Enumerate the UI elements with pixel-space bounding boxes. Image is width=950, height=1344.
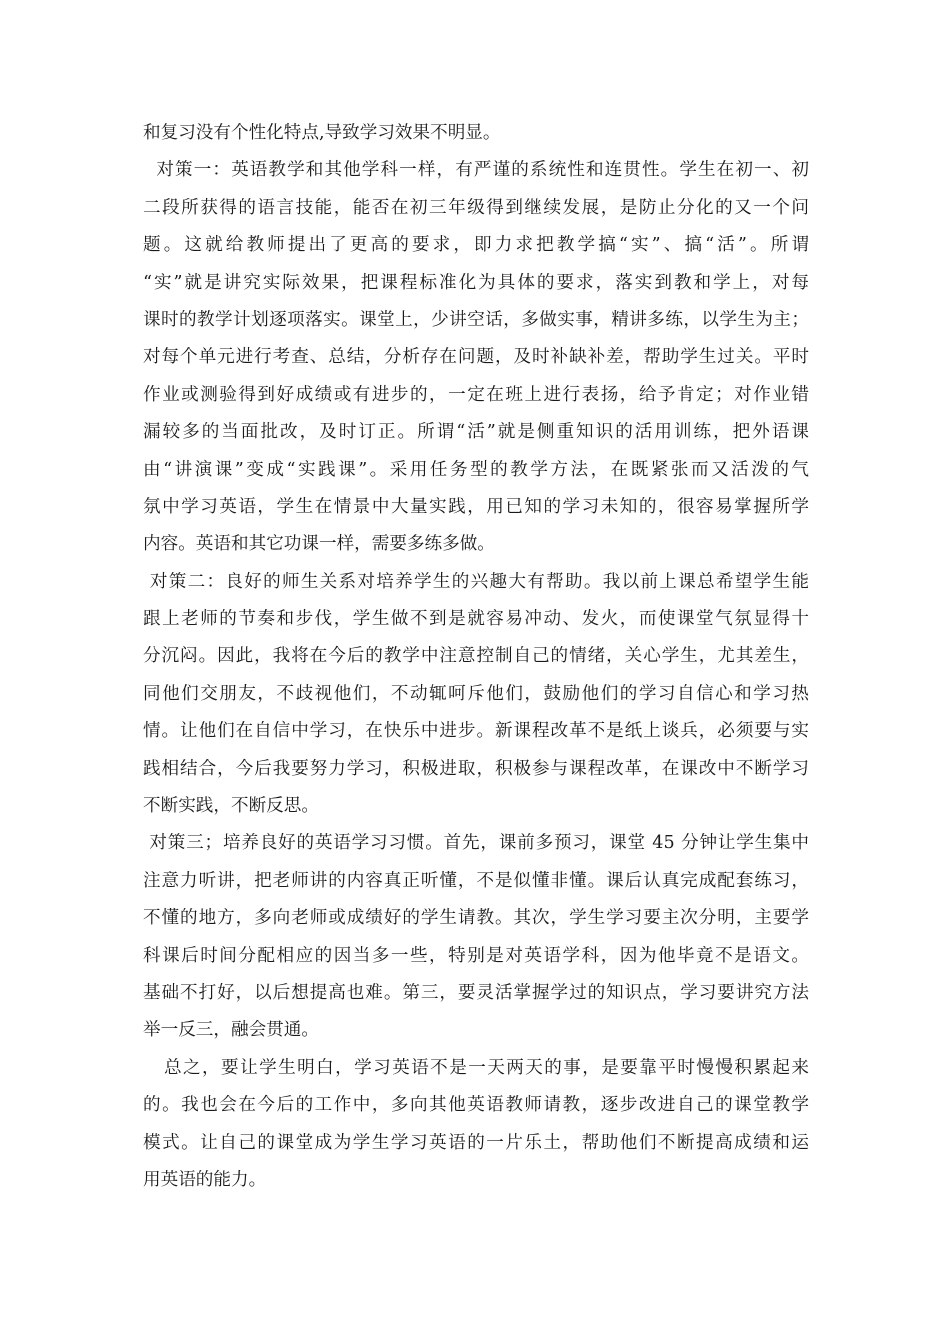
text-line: 举一反三，融会贯通。 [143, 1020, 319, 1041]
text-line: “实”就是讲究实际效果，把课程标准化为具体的要求，落实到教和学上，对每 [143, 272, 809, 293]
text-line: 作业或测验得到好成绩或有进步的，一定在班上进行表扬，给予肯定；对作业错 [143, 384, 809, 405]
text-line: 对策二：良好的师生关系对培养学生的兴趣大有帮助。我以前上课总希望学生能 [143, 571, 809, 592]
text-line: 由“讲演课”变成“实践课”。采用任务型的教学方法，在既紧张而又活泼的气 [143, 459, 809, 480]
paragraph-conclusion [143, 1050, 809, 1200]
text-line: 氛中学习英语，学生在情景中大量实践，用已知的学习未知的，很容易掌握所学 [143, 496, 809, 517]
paragraph-strategy-1 [143, 152, 809, 563]
text-line: 对每个单元进行考查、总结，分析存在问题，及时补缺补差，帮助学生过关。平时 [143, 347, 809, 368]
text-line: 对策一：英语教学和其他学科一样，有严谨的系统性和连贯性。学生在初一、初 [143, 160, 809, 181]
text-line: 同他们交朋友，不歧视他们，不动辄呵斥他们，鼓励他们的学习自信心和学习热 [143, 683, 809, 704]
text-line: 基础不打好，以后想提高也难。第三，要灵活掌握学过的知识点，学习要讲究方法 [143, 982, 809, 1003]
text-line: 对策三；培养良好的英语学习习惯。首先，课前多预习，课堂 45 分钟让学生集中 [143, 833, 809, 854]
text-line: 分沉闷。因此，我将在今后的教学中注意控制自己的情绪，关心学生，尤其差生， [143, 646, 809, 667]
text-line: 二段所获得的语言技能，能否在初三年级得到继续发展，是防止分化的又一个问 [143, 197, 809, 218]
text-line: 和复习没有个性化特点,导致学习效果不明显。 [143, 123, 501, 143]
paragraph-intro-tail [143, 115, 809, 152]
text-line: 践相结合，今后我要努力学习，积极进取，积极参与课程改革，在课改中不断学习 [143, 758, 809, 779]
text-line: 跟上老师的节奏和步伐，学生做不到是就容易冲动、发火，而使课堂气氛显得十 [143, 609, 809, 630]
text-line: 内容。英语和其它功课一样，需要多练多做。 [143, 534, 495, 555]
paragraph-strategy-2 [143, 564, 809, 826]
text-line: 漏较多的当面批改，及时订正。所谓“活”就是侧重知识的活用训练，把外语课 [143, 422, 809, 443]
text-line: 情。让他们在自信中学习，在快乐中进步。新课程改革不是纸上谈兵，必须要与实 [143, 721, 809, 742]
text-line: 的。我也会在今后的工作中，多向其他英语教师请教，逐步改进自己的课堂教学 [143, 1095, 809, 1116]
paragraph-strategy-3 [143, 825, 809, 1049]
text-line: 不断实践，不断反思。 [143, 796, 319, 817]
body-text [143, 115, 809, 1199]
text-line: 不懂的地方，多向老师或成绩好的学生请教。其次，学生学习要主次分明，主要学 [143, 908, 809, 929]
text-line: 课时的教学计划逐项落实。课堂上，少讲空话，多做实事，精讲多练，以学生为主； [143, 309, 809, 330]
text-line: 注意力听讲，把老师讲的内容真正听懂，不是似懂非懂。课后认真完成配套练习， [143, 870, 809, 891]
text-line: 总之，要让学生明白，学习英语不是一天两天的事，是要靠平时慢慢积累起来 [143, 1057, 809, 1078]
text-line: 科课后时间分配相应的因当多一些，特别是对英语学科，因为他毕竟不是语文。 [143, 945, 809, 966]
text-line: 题。这就给教师提出了更高的要求，即力求把教学搞“实”、搞“活”。所谓 [143, 235, 809, 256]
text-line: 模式。让自己的课堂成为学生学习英语的一片乐土，帮助他们不断提高成绩和运 [143, 1132, 809, 1153]
text-line: 用英语的能力。 [143, 1169, 267, 1190]
